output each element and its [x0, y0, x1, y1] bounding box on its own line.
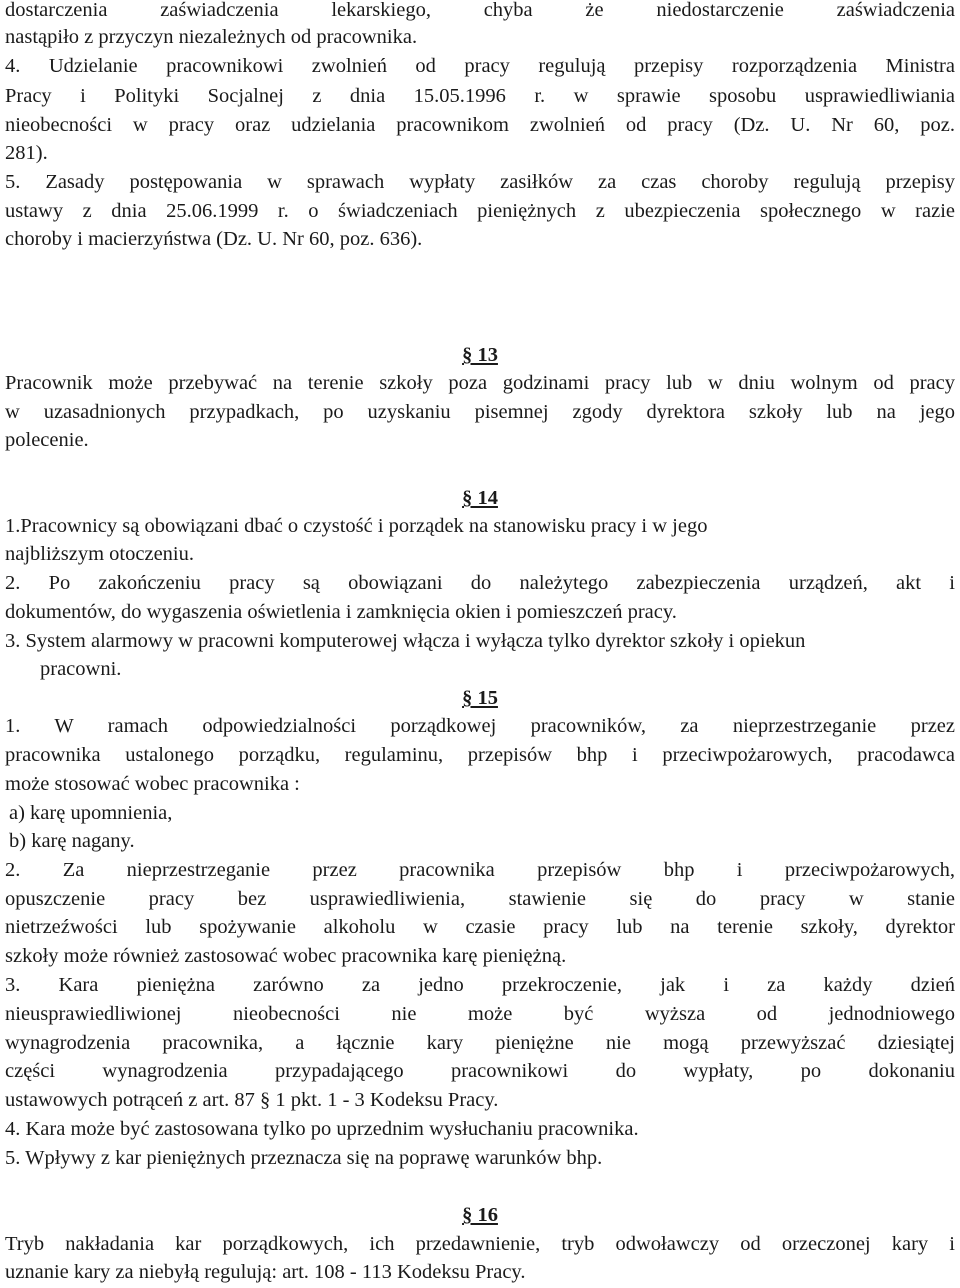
- section-16-line-1: Tryb nakładania kar porządkowych, ich przedawnienie, tryb odwoławczy od orzeczonej kary i: [5, 1233, 955, 1255]
- intro-line-6: 281).: [5, 142, 48, 164]
- section-15-heading: § 15: [462, 687, 498, 709]
- section-16-line-2: uznanie kary za niebyłą regulują: art. 108 - 113 Kodeksu Pracy.: [5, 1261, 526, 1283]
- section-14-heading: § 14: [462, 487, 498, 509]
- section-14-line-2: najbliższym otoczeniu.: [5, 543, 194, 565]
- section-15-line-9: szkoły może również zastosować wobec pracownika karę pieniężną.: [5, 945, 567, 967]
- section-13-line-2: w uzasadnionych przypadkach, po uzyskaniu pisemnej zgody dyrektora szkoły lub na jego: [5, 401, 955, 423]
- intro-line-7: 5. Zasady postępowania w sprawach wypłaty zasiłków za czas choroby regulują przepisy: [5, 171, 955, 193]
- section-15-line-12: wynagrodzenia pracownika, a łącznie kary pieniężne nie mogą przewyższać dziesiątej: [5, 1032, 955, 1054]
- section-15-line-5: b) karę nagany.: [9, 830, 135, 852]
- section-14-line-5: 3. System alarmowy w pracowni komputerowej włącza i wyłącza tylko dyrektor szkoły i opiekun: [5, 630, 806, 652]
- intro-line-2: nastąpiło z przyczyn niezależnych od pracownika.: [5, 26, 418, 48]
- section-15-line-11: nieusprawiedliwionej nieobecności nie może być wyższa od jednodniowego: [5, 1003, 955, 1025]
- section-15-line-13: części wynagrodzenia przypadającego pracownikowi do wypłaty, po dokonaniu: [5, 1060, 955, 1082]
- section-13-line-3: polecenie.: [5, 429, 89, 451]
- section-13-line-1: Pracownik może przebywać na terenie szkoły poza godzinami pracy lub w dniu wolnym od pracy: [5, 372, 955, 394]
- section-15-line-2: pracownika ustalonego porządku, regulaminu, przepisów bhp i przeciwpożarowych, pracodawca: [5, 744, 955, 766]
- section-15-line-16: 5. Wpływy z kar pieniężnych przeznacza się na poprawę warunków bhp.: [5, 1147, 603, 1169]
- intro-line-8: ustawy z dnia 25.06.1999 r. o świadczeniach pieniężnych z ubezpieczenia społecznego w razie: [5, 200, 955, 222]
- section-13-heading: § 13: [462, 344, 498, 366]
- section-15-line-14: ustawowych potrąceń z art. 87 § 1 pkt. 1 - 3 Kodeksu Pracy.: [5, 1089, 499, 1111]
- intro-line-5: nieobecności w pracy oraz udzielania pracownikom zwolnień od pracy (Dz. U. Nr 60, poz.: [5, 114, 955, 136]
- intro-line-4: Pracy i Polityki Socjalnej z dnia 15.05.1996 r. w sprawie sposobu usprawiedliwiania: [5, 85, 955, 107]
- section-16-heading: § 16: [462, 1204, 498, 1226]
- section-15-line-7: opuszczenie pracy bez usprawiedliwienia, stawienie się do pracy w stanie: [5, 888, 955, 910]
- intro-line-3: 4. Udzielanie pracownikowi zwolnień od pracy regulują przepisy rozporządzenia Ministra: [5, 55, 955, 77]
- intro-line-9: choroby i macierzyństwa (Dz. U. Nr 60, poz. 636).: [5, 228, 423, 250]
- section-14-line-4: dokumentów, do wygaszenia oświetlenia i zamknięcia okien i pomieszczeń pracy.: [5, 601, 677, 623]
- intro-line-1: dostarczenia zaświadczenia lekarskiego, chyba że niedostarczenie zaświadczenia: [5, 0, 955, 21]
- section-15-line-10: 3. Kara pieniężna zarówno za jedno przekroczenie, jak i za każdy dzień: [5, 974, 955, 996]
- section-15-line-4: a) karę upomnienia,: [9, 802, 173, 824]
- section-15-line-15: 4. Kara może być zastosowana tylko po uprzednim wysłuchaniu pracownika.: [5, 1118, 639, 1140]
- section-14-line-6: pracowni.: [40, 658, 122, 680]
- section-15-line-3: może stosować wobec pracownika :: [5, 773, 300, 795]
- section-14-line-3: 2. Po zakończeniu pracy są obowiązani do należytego zabezpieczenia urządzeń, akt i: [5, 572, 955, 594]
- section-15-line-6: 2. Za nieprzestrzeganie przez pracownika przepisów bhp i przeciwpożarowych,: [5, 859, 955, 881]
- section-15-line-8: nietrzeźwości lub spożywanie alkoholu w czasie pracy lub na terenie szkoły, dyrektor: [5, 916, 955, 938]
- section-14-line-1: 1.Pracownicy są obowiązani dbać o czystość i porządek na stanowisku pracy i w jego: [5, 515, 708, 537]
- section-15-line-1: 1. W ramach odpowiedzialności porządkowej pracowników, za nieprzestrzeganie przez: [5, 715, 955, 737]
